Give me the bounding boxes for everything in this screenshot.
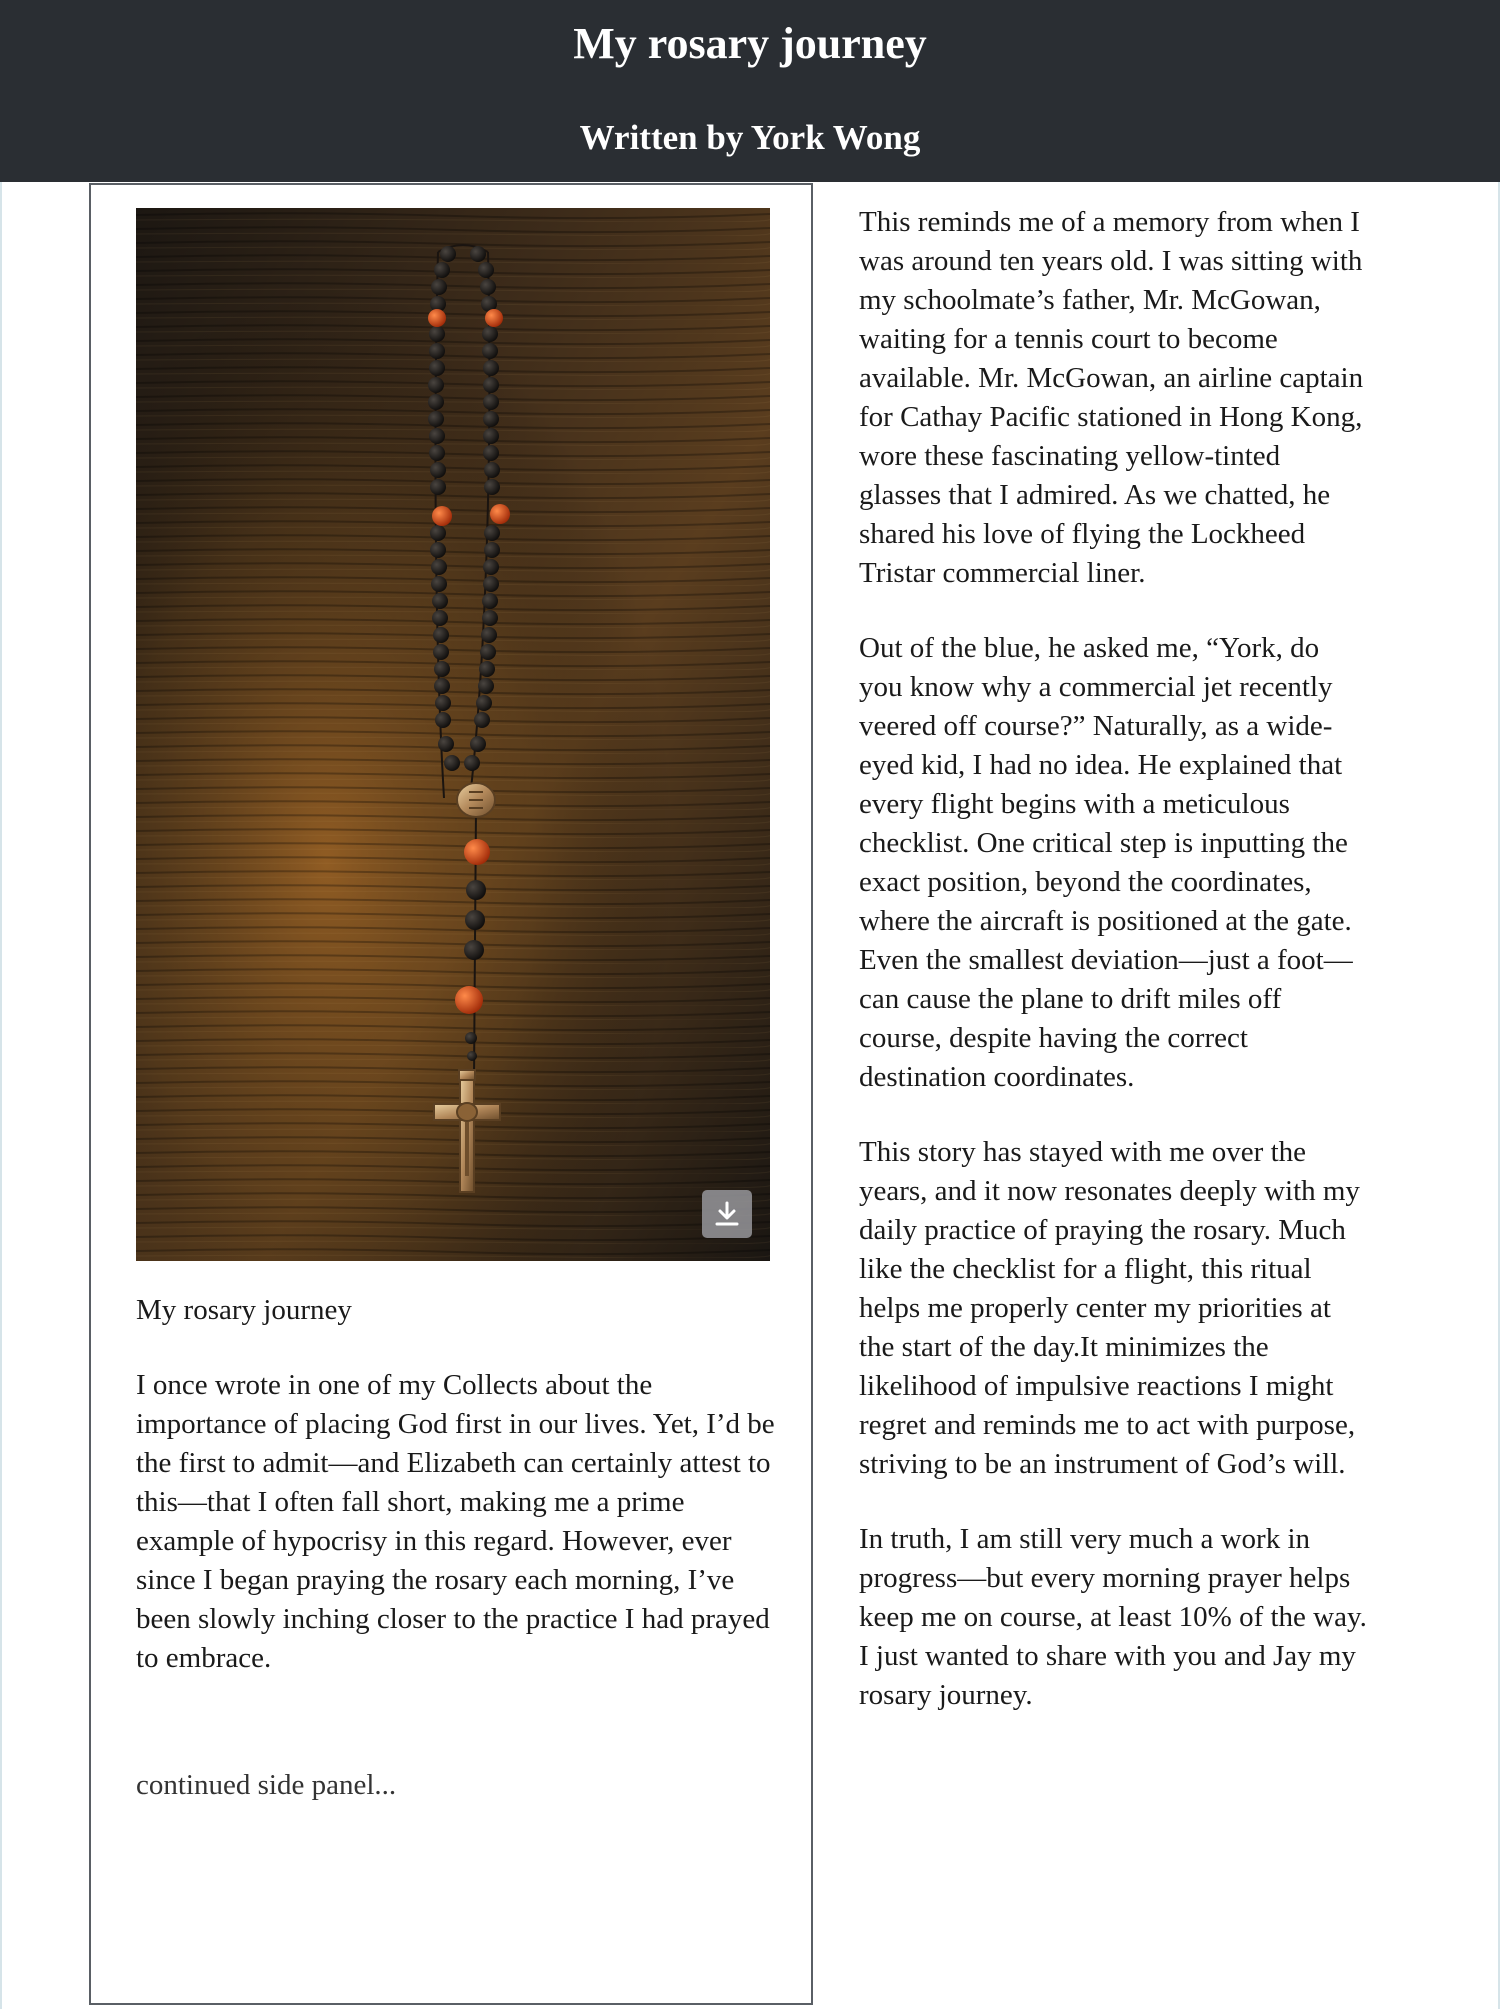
paragraph: This story has stayed with me over the years, and it now resonates deeply with my daily practice of praying the rosary. Much like the checklist for a flight, this ritual helps me properly center my priorities at the start of the day.It minimizes the likelihood of impulsive reactions I might regret and reminds me to act with purpose, striving to be an instrument of God’s will.	[859, 1136, 1360, 1480]
left-edge-rule	[0, 182, 2, 2009]
paragraph: This reminds me of a memory from when I was around ten years old. I was sitting with my schoolmate’s father, Mr. McGowan, waiting for a tennis court to become available. Mr. McGowan, an airline captain for Cathay Pacific stationed in Hong Kong, wore these fascinating yellow-tinted glasses that I admired. As we chatted, he shared his love of flying the Lockheed Tristar commercial liner.	[859, 206, 1364, 589]
rosary-photo	[136, 208, 770, 1261]
author-byline: Written by York Wong	[579, 118, 921, 157]
side-panel	[89, 183, 813, 2005]
article-body	[859, 203, 1369, 1751]
intro-paragraph: I once wrote in one of my Collects about the importance of placing God first in our lives. Yet, I’d be the first to admit—and Elizabeth can certainly attest to this—that I often fall short, making me a prime example of hypocrisy in this regard. However, ever since I began praying the rosary each morning, I’ve been slowly inching closer to the practice I had prayed to embrace.	[136, 1369, 775, 1674]
page-header	[0, 0, 1500, 182]
photo-caption: My rosary journey	[136, 1294, 352, 1326]
continued-note: continued side panel...	[136, 1769, 397, 1801]
download-icon	[714, 1200, 740, 1228]
page-title: My rosary journey	[573, 19, 927, 68]
paragraph: Out of the blue, he asked me, “York, do you know why a commercial jet recently veered off course?” Naturally, as a wide-eyed kid, I had no idea. He explained that every flight begins with a meticulous checklist. One critical step is inputting the exact position, beyond the coordinates, where the aircraft is positioned at the gate. Even the smallest deviation—just a foot—can cause the plane to drift miles off course, despite having the correct destination coordinates.	[859, 632, 1353, 1093]
download-button[interactable]	[702, 1190, 752, 1238]
paragraph: In truth, I am still very much a work in progress—but every morning prayer helps keep me on course, at least 10% of the way. I just wanted to share with you and Jay my rosary journey.	[859, 1523, 1367, 1711]
